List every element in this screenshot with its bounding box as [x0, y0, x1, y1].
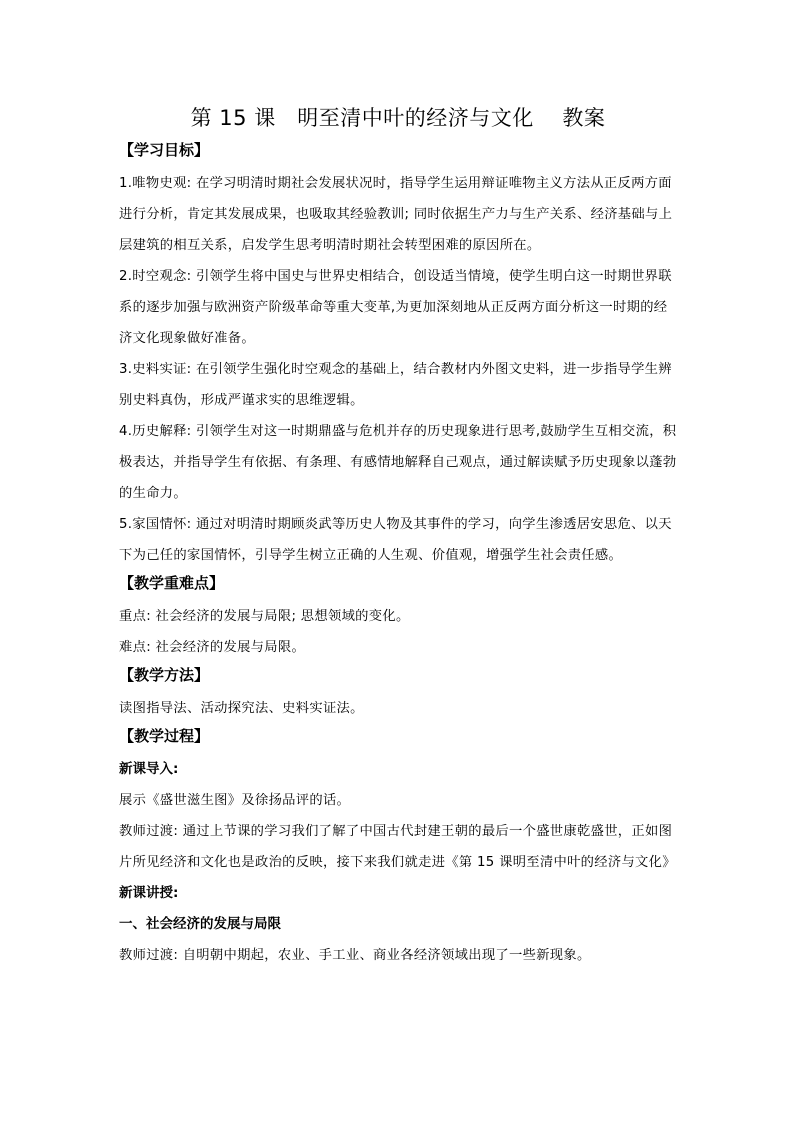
- goal-paragraph-1: 1.唯物史观: 在学习明清时期社会发展状况时，指导学生运用辩证唯物主义方法从正反两方面进行分析，肯定其发展成果，也吸取其经验教训; 同时依据生产力与生产关系、经济基础与上层建筑的相互关系，启发学生思考明清时期社会转型困难的原因所在。: [119, 176, 673, 253]
- lecture-label: 新课讲授:: [119, 885, 179, 901]
- goal-paragraph-3: 3.史料实证: 在引领学生强化时空观念的基础上，结合教材内外图文史料，进一步指导学生辨别史料真伪，形成严谨求实的思维逻辑。: [119, 362, 672, 408]
- document-title: 第 15 课 明至清中叶的经济与文化 教案: [190, 106, 606, 130]
- section-process: [119, 724, 677, 971]
- section-methods: [119, 663, 677, 724]
- goal-paragraph-5: 5.家国情怀: 通过对明清时期顾炎武等历史人物及其事件的学习，向学生渗透居安思危、以天下为己任的家国情怀，引导学生树立正确的人生观、价值观，增强学生社会责任感。: [119, 517, 672, 563]
- goal-paragraph-2: 2.时空观念: 引领学生将中国史与世界史相结合，创设适当情境，使学生明白这一时期世界联系的逐步加强与欧洲资产阶级革命等重大变革,为更加深刻地从正反两方面分析这一时期的经济文化现象做好准备。: [119, 269, 672, 346]
- section-heading: 【教学过程】: [119, 727, 210, 745]
- difficult-point-paragraph: 难点: 社会经济的发展与局限。: [119, 640, 306, 655]
- part1-title: 一、社会经济的发展与局限: [119, 916, 281, 932]
- section-heading: 【教学重难点】: [119, 574, 225, 592]
- methods-paragraph: 读图指导法、活动探究法、史料实证法。: [119, 701, 364, 716]
- intro-show-paragraph: 展示《盛世滋生图》及徐扬品评的话。: [119, 793, 351, 808]
- intro-label: 新课导入:: [119, 761, 179, 777]
- goal-paragraph-4: 4.历史解释: 引领学生对这一时期鼎盛与危机并存的历史现象进行思考,鼓励学生互相交流，积极表达，并指导学生有依据、有条理、有感情地解释自己观点，通过解读赋予历史现象以蓬勃的生命力。: [119, 424, 677, 501]
- section-heading: 【学习目标】: [119, 141, 210, 159]
- part1-teacher-paragraph: 教师过渡: 自明朝中期起，农业、手工业、商业各经济领域出现了一些新现象。: [119, 948, 591, 963]
- section-key-points: [119, 571, 677, 663]
- document-page: [119, 104, 677, 971]
- section-heading: 【教学方法】: [119, 666, 210, 684]
- section-learning-goals: [119, 138, 677, 571]
- intro-teacher-paragraph: 教师过渡: 通过上节课的学习我们了解了中国古代封建王朝的最后一个盛世康乾盛世，正如图片所见经济和文化也是政治的反映，接下来我们就走进《第 15 课明至清中叶的经济与文化》: [119, 824, 676, 870]
- key-point-paragraph: 重点: 社会经济的发展与局限; 思想领域的变化。: [119, 609, 410, 624]
